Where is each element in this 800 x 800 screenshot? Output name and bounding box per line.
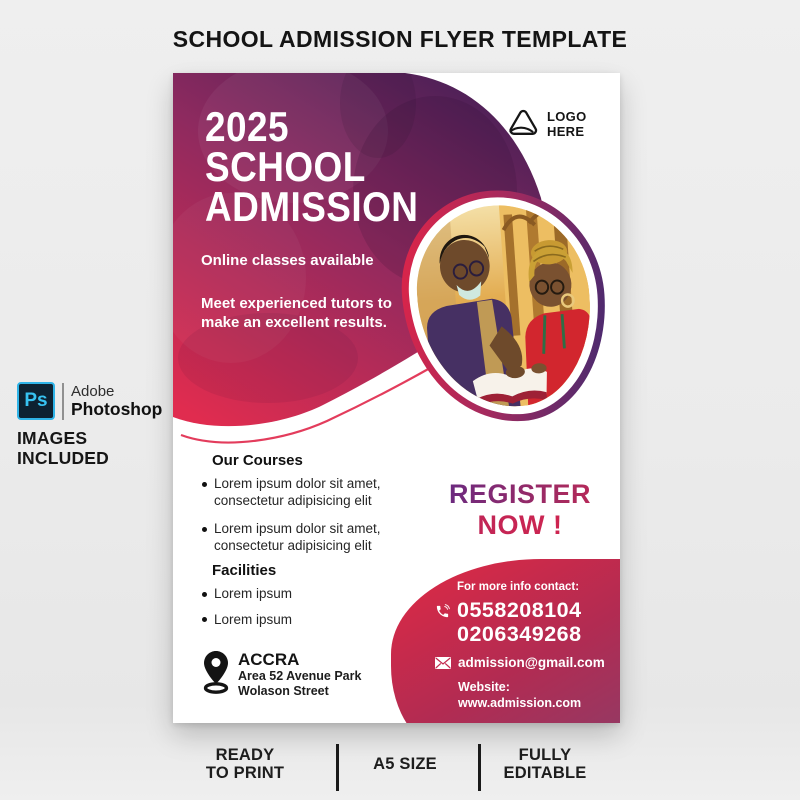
images-included-label: IMAGES INCLUDED xyxy=(17,428,110,468)
courses-list xyxy=(202,476,402,554)
courses-section xyxy=(202,452,402,566)
location-pin-icon xyxy=(203,650,229,694)
email-address: admission@gmail.com xyxy=(458,655,605,670)
triangle-logo-icon xyxy=(504,108,542,141)
adobe-label: Adobe xyxy=(71,382,115,400)
ps-app-icon xyxy=(17,382,55,420)
register-now-text: REGISTER NOW ! xyxy=(425,480,615,540)
headline-school: SCHOOL xyxy=(205,143,366,190)
contact-heading: For more info contact: xyxy=(457,581,580,593)
envelope-icon xyxy=(435,657,451,669)
address-city: ACCRA xyxy=(238,650,300,669)
tagline-tutors: Meet experienced tutors to make an excellent results. xyxy=(201,295,392,331)
courses-heading: Our Courses xyxy=(212,452,303,469)
page-title: SCHOOL ADMISSION FLYER TEMPLATE xyxy=(172,26,628,52)
website-url: www.admission.com xyxy=(458,696,582,710)
phone-numbers: 0558208104 0206349268 xyxy=(457,598,582,646)
ps-label: Ps xyxy=(24,390,48,411)
footer-a5-size: A5 SIZE xyxy=(373,755,437,773)
course-bullet-item: Lorem ipsum dolor sit amet, consectetur adipisicing elit xyxy=(202,521,402,554)
photoshop-label: Photoshop xyxy=(71,398,163,419)
footer-divider xyxy=(336,744,339,791)
website-block xyxy=(458,679,605,711)
facilities-list xyxy=(202,586,402,628)
adobe-photoshop-label xyxy=(71,384,162,419)
badge-divider xyxy=(62,383,64,420)
facility-bullet-item: Lorem ipsum xyxy=(202,612,402,629)
phone-row xyxy=(435,598,605,646)
facilities-section xyxy=(202,562,402,637)
address-section xyxy=(203,650,361,699)
headline-year: 2025 xyxy=(205,103,289,150)
email-row xyxy=(435,655,605,670)
tagline-online-classes: Online classes available xyxy=(201,252,374,269)
students-photo-frame xyxy=(403,190,605,422)
contact-section xyxy=(435,581,605,711)
students-photo xyxy=(411,199,597,413)
photo-gradient-ring xyxy=(395,183,613,429)
flyer xyxy=(173,73,620,723)
footer-fully-editable: FULLY EDITABLE xyxy=(503,746,587,782)
website-label: Website: xyxy=(458,680,510,694)
logo-text: LOGO HERE xyxy=(547,109,587,139)
headline-admission: ADMISSION xyxy=(205,183,419,230)
footer-ready-to-print: READY TO PRINT xyxy=(205,746,285,782)
flyer-headline xyxy=(205,103,419,230)
course-bullet-item: Lorem ipsum dolor sit amet, consectetur adipisicing elit xyxy=(202,476,402,509)
logo-placeholder xyxy=(504,108,586,141)
address-text: ACCRA Area 52 Avenue Park Wolason Street xyxy=(238,650,362,698)
phone-icon xyxy=(435,604,450,619)
facility-bullet-item: Lorem ipsum xyxy=(202,586,402,603)
facilities-heading: Facilities xyxy=(212,562,277,579)
photoshop-badge xyxy=(17,382,162,420)
